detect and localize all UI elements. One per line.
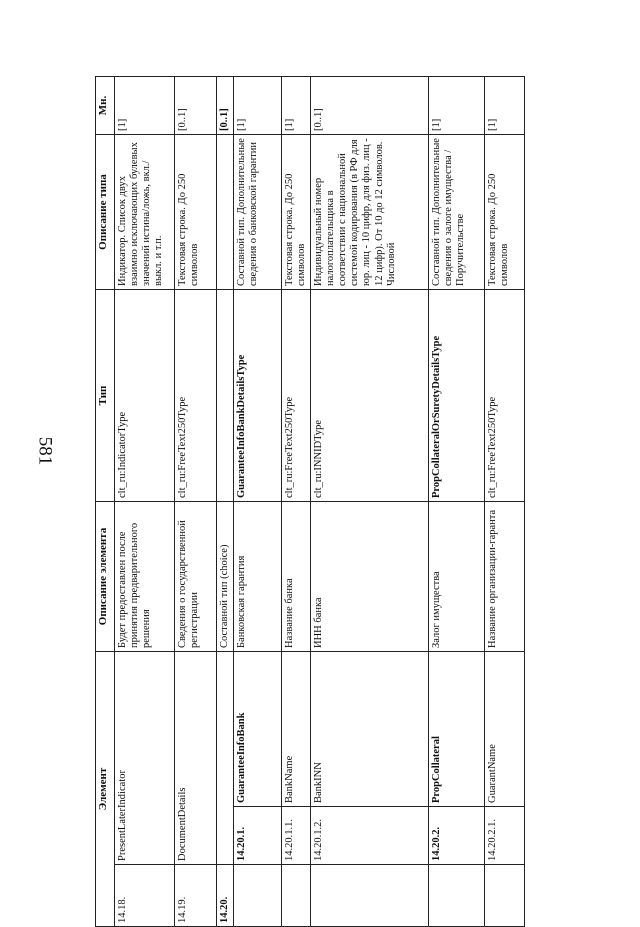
table-row bbox=[175, 77, 217, 927]
row-number: 14.20.2.1. bbox=[485, 807, 525, 865]
type-description bbox=[217, 135, 234, 290]
element-description: Составной тип (choice) bbox=[217, 502, 234, 652]
element-type: clt_ru:INNIDType bbox=[311, 290, 429, 502]
indent-cell bbox=[282, 865, 311, 927]
indent-cell bbox=[311, 865, 429, 927]
table-row bbox=[234, 77, 282, 927]
multiplicity: [1] bbox=[115, 77, 175, 135]
multiplicity: [0..1] bbox=[217, 77, 234, 135]
row-number: 14.20. bbox=[217, 865, 234, 927]
element-name: PresentLaterIndicator bbox=[115, 652, 175, 865]
table-row bbox=[485, 77, 525, 927]
element-description: Залог имущества bbox=[429, 502, 485, 652]
table-row bbox=[217, 77, 234, 927]
element-name: DocumentDetails bbox=[175, 652, 217, 865]
spec-table bbox=[95, 76, 525, 927]
row-number: 14.20.2. bbox=[429, 807, 485, 865]
header-description: Описание элемента bbox=[96, 502, 115, 652]
element-type bbox=[217, 290, 234, 502]
table-row bbox=[311, 77, 429, 927]
multiplicity: [1] bbox=[485, 77, 525, 135]
element-description: Название банка bbox=[282, 502, 311, 652]
multiplicity: [0..1] bbox=[175, 77, 217, 135]
indent-cell bbox=[485, 865, 525, 927]
element-name bbox=[217, 652, 234, 865]
table-row bbox=[429, 77, 485, 927]
element-description: Будет предоставлен после принятия предварительного решения bbox=[115, 502, 175, 652]
element-name: BankINN bbox=[311, 652, 429, 807]
table-row bbox=[115, 77, 175, 927]
element-name: GuaranteeInfoBank bbox=[234, 652, 282, 807]
type-description: Составной тип. Дополнительные сведения о банковской гарантии bbox=[234, 135, 282, 290]
element-description: Название организации-гаранта bbox=[485, 502, 525, 652]
row-number: 14.19. bbox=[175, 865, 217, 927]
table-row bbox=[282, 77, 311, 927]
indent-cell bbox=[429, 865, 485, 927]
type-description: Текстовая строка. До 250 символов bbox=[282, 135, 311, 290]
element-type: clt_ru:FreeText250Type bbox=[175, 290, 217, 502]
type-description: Индивидуальный номер налогоплательщика в соответствии с национальной системой кодирования (в РФ для юр. лиц - 10 цифр, для физ. лиц - 12 цифр). От 10 до 12 символов. Числовой bbox=[311, 135, 429, 290]
row-number: 14.20.1.2. bbox=[311, 807, 429, 865]
row-number: 14.20.1. bbox=[234, 807, 282, 865]
element-name: GuarantName bbox=[485, 652, 525, 807]
multiplicity: [1] bbox=[234, 77, 282, 135]
page-number: 581 bbox=[34, 436, 56, 466]
header-multiplicity: Мн. bbox=[96, 77, 115, 135]
element-name: PropCollateral bbox=[429, 652, 485, 807]
type-description: Текстовая строка. До 250 символов bbox=[175, 135, 217, 290]
type-description: Индикатор. Список двух взаимно исключающих булевых значений истина/ложь, вкл./выкл. и т.п. bbox=[115, 135, 175, 290]
header-type: Тип bbox=[96, 290, 115, 502]
element-type: clt_ru:IndicatorType bbox=[115, 290, 175, 502]
element-type: GuaranteeInfoBankDetailsType bbox=[234, 290, 282, 502]
header-element: Элемент bbox=[96, 652, 115, 927]
table-header-row bbox=[96, 77, 115, 927]
indent-cell bbox=[234, 865, 282, 927]
multiplicity: [1] bbox=[429, 77, 485, 135]
element-type: clt_ru:FreeText250Type bbox=[282, 290, 311, 502]
type-description: Текстовая строка. До 250 символов bbox=[485, 135, 525, 290]
rotated-table-container bbox=[95, 77, 511, 927]
element-description: Сведения о государственной регистрации bbox=[175, 502, 217, 652]
multiplicity: [1] bbox=[282, 77, 311, 135]
multiplicity: [0..1] bbox=[311, 77, 429, 135]
element-description: Банковская гарантия bbox=[234, 502, 282, 652]
element-type: PropCollateralOrSuretyDetailsType bbox=[429, 290, 485, 502]
row-number: 14.20.1.1. bbox=[282, 807, 311, 865]
row-number: 14.18. bbox=[115, 865, 175, 927]
type-description: Составной тип. Дополнительные сведения о залоге имущества / Поручительстве bbox=[429, 135, 485, 290]
element-type: clt_ru:FreeText250Type bbox=[485, 290, 525, 502]
element-name: BankName bbox=[282, 652, 311, 807]
element-description: ИНН банка bbox=[311, 502, 429, 652]
header-type-description: Описание типа bbox=[96, 135, 115, 290]
